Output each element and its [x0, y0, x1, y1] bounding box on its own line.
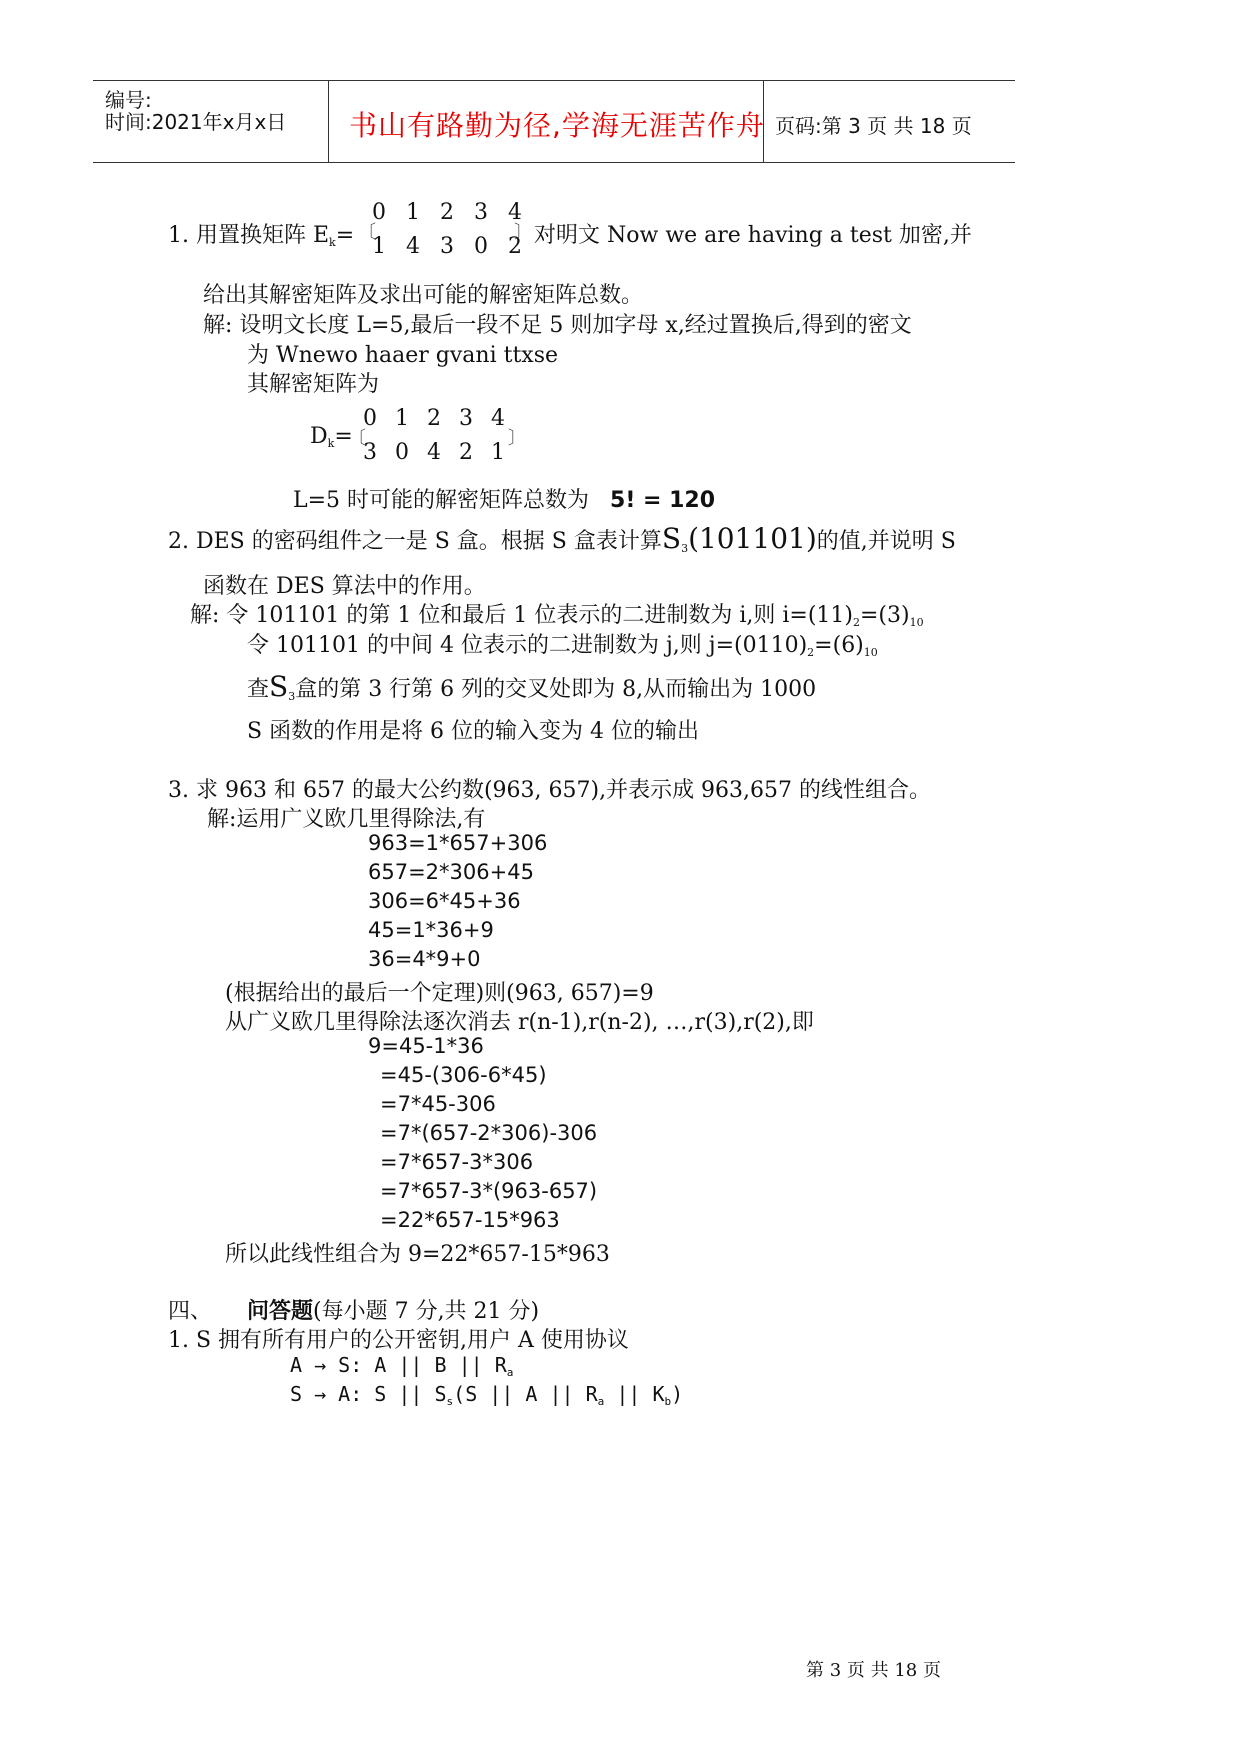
- header-bottom-rule: [93, 162, 1015, 163]
- matrix-cell: 0: [395, 440, 409, 465]
- q1-question-rest: 对明文 Now we are having a test 加密,并: [534, 223, 972, 248]
- q2-solution-line4: S 函数的作用是将 6 位的输入变为 4 位的输出: [247, 719, 700, 744]
- matrix-cell: 1: [491, 440, 505, 465]
- q3-division-step: 36=4*9+0: [368, 947, 481, 971]
- q1-solution-line3: 其解密矩阵为: [247, 372, 380, 397]
- matrix-cell: 4: [406, 234, 420, 259]
- matrix-cell: 1: [372, 234, 386, 259]
- q1-solution-line2: 为 Wnewo haaer gvani ttxse: [247, 343, 559, 368]
- q1-decrypt-label: $D_k=$: [310, 424, 353, 450]
- q3-back-step: =7*45-306: [380, 1092, 496, 1116]
- q1-total-line: L=5 时可能的解密矩阵总数为 5! = 120: [293, 488, 716, 513]
- q3-solution-intro: 解:运用广义欧几里得除法,有: [207, 807, 486, 832]
- q3-back-step: =45-(306-6*45): [380, 1063, 547, 1087]
- header-number-label: 编号:: [105, 88, 152, 112]
- q1-prefix: 1. 用置换矩阵 $E_k=$: [168, 223, 355, 249]
- q1-matrix-row-1: [362, 200, 532, 225]
- section-score: (每小题 7 分,共 21 分): [313, 1299, 540, 1324]
- q3-reverse: 从广义欧几里得除法逐次消去 r(n-1),r(n-2), …,r(3),r(2),即: [225, 1010, 814, 1035]
- q1-solution-line1: 解: 设明文长度 L=5,最后一段不足 5 则加字母 x,经过置换后,得到的密文: [203, 313, 912, 338]
- section4-q1: 1. S 拥有所有用户的公开密钥,用户 A 使用协议: [168, 1328, 629, 1353]
- matrix-cell: 0: [474, 234, 488, 259]
- header-page-info: 页码:第 3 页 共 18 页: [775, 114, 972, 138]
- q2-question-line2: 函数在 DES 算法中的作用。: [203, 574, 486, 599]
- header-top-rule: [93, 80, 1015, 81]
- matrix-cell: 0: [363, 406, 377, 431]
- section4-heading: [168, 1294, 539, 1325]
- q3-division-step: 657=2*306+45: [368, 860, 534, 884]
- q3-conclusion: 所以此线性组合为 9=22*657-15*963: [225, 1242, 610, 1267]
- matrix-cell: 1: [395, 406, 409, 431]
- q1-dmatrix-row-2: [354, 440, 514, 465]
- protocol-step-1: A → S: A || B || $R_a$: [290, 1353, 514, 1379]
- q3-back-step: =7*657-3*(963-657): [380, 1179, 598, 1203]
- q2-solution-line1: 解: 令 101101 的第 1 位和最后 1 位表示的二进制数为 i,则 $i=(11)_2=(3)_{10}$: [190, 603, 924, 629]
- q2-question-line1: 2. DES 的密码组件之一是 S 盒。根据 S 盒表计算$S_3(101101)$的值,并说明 S: [168, 522, 956, 555]
- q3-theorem: (根据给出的最后一个定理)则(963, 657)=9: [225, 981, 654, 1006]
- matrix-cell: 4: [491, 406, 505, 431]
- q1-matrix-left-bracket: 〔: [358, 222, 376, 243]
- matrix-cell: 1: [406, 200, 420, 225]
- q3-division-step: 45=1*36+9: [368, 918, 494, 942]
- header-motto: 书山有路勤为径,学海无涯苦作舟: [349, 109, 765, 142]
- q3-back-step: =7*657-3*306: [380, 1150, 534, 1174]
- section-number: 四、: [168, 1299, 213, 1324]
- q1-dmatrix-row-1: [354, 406, 514, 431]
- protocol-step-2: S → A: S || $S_s(S$ || A || $R_a$ || $K_b$): [290, 1382, 684, 1408]
- footer-page-number: 第 3 页 共 18 页: [806, 1660, 941, 1681]
- q3-division-step: 963=1*657+306: [368, 831, 548, 855]
- header-time: 时间:2021年x月x日: [105, 110, 287, 134]
- header-divider-left: [328, 80, 329, 162]
- matrix-cell: 2: [440, 200, 454, 225]
- q1-dmatrix-right-bracket: 〕: [508, 428, 526, 449]
- matrix-cell: 3: [474, 200, 488, 225]
- q3-division-step: 306=6*45+36: [368, 889, 521, 913]
- q1-matrix-right-bracket: 〕: [514, 222, 532, 243]
- q3-question: 3. 求 963 和 657 的最大公约数(963, 657),并表示成 963,657 的线性组合。: [168, 778, 932, 803]
- q3-back-step: =7*(657-2*306)-306: [380, 1121, 598, 1145]
- matrix-cell: 3: [440, 234, 454, 259]
- matrix-cell: 4: [427, 440, 441, 465]
- matrix-cell: 3: [363, 440, 377, 465]
- q1-dmatrix-left-bracket: 〔: [348, 428, 366, 449]
- q1-question-line2: 给出其解密矩阵及求出可能的解密矩阵总数。: [203, 283, 644, 308]
- matrix-cell: 2: [459, 440, 473, 465]
- matrix-cell: 2: [427, 406, 441, 431]
- matrix-cell: 3: [459, 406, 473, 431]
- q2-solution-line2: 令 101101 的中间 4 位表示的二进制数为 j,则 $j=(0110)_2=(6)_{10}$: [247, 633, 878, 659]
- q2-solution-line3: 查$S_3$盒的第 3 行第 6 列的交叉处即为 8,从而输出为 1000: [247, 670, 817, 703]
- matrix-cell: 2: [508, 234, 522, 259]
- matrix-cell: 4: [508, 200, 522, 225]
- q3-back-step: =22*657-15*963: [380, 1208, 560, 1232]
- matrix-cell: 0: [372, 200, 386, 225]
- q1-matrix-row-2: [362, 234, 532, 259]
- section-title: 问答题: [246, 1299, 313, 1324]
- q3-back-step: 9=45-1*36: [368, 1034, 484, 1058]
